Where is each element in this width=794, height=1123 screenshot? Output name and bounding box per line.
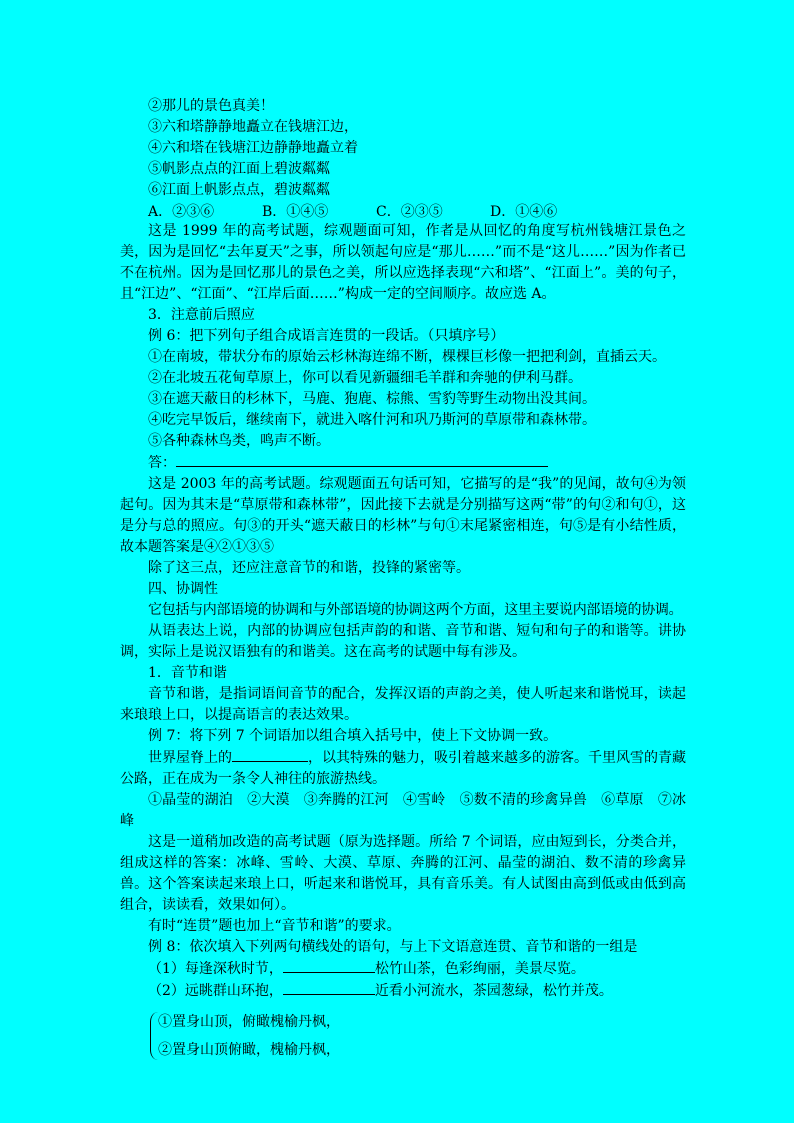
answer-blank[interactable] (176, 452, 548, 467)
option-line: ⑥江面上帆影点点，碧波粼粼 (148, 182, 330, 198)
question-line: （2）远眺群山环抱， 近看小河流水，茶园葱绿，松竹并茂。 (120, 980, 686, 1002)
document-page (120, 96, 686, 1064)
question-line: （1）每逢深秋时节， 松竹山茶，色彩绚丽，美景尽览。 (120, 958, 686, 980)
section-heading: 1．音节和谐 (148, 665, 227, 681)
option-line: ④六和塔在钱塘江边静静地矗立着 (148, 140, 358, 156)
choice-c: C．②③⑤ (376, 204, 443, 220)
word-list: ①晶莹的湖泊 ②大漠 ③奔腾的江河 ④雪岭 ⑤数不清的珍禽异兽 ⑥草原 ⑦冰峰 (120, 792, 686, 829)
section-heading: 四、协调性 (148, 581, 218, 597)
paragraph: 这是一道稍加改造的高考试题（原为选择题。所给 7 个词语，应由短到长，分类合并，组成这样的答案：冰峰、雪岭、大漠、草原、奔腾的江河、晶莹的湖泊、数不清的珍禽异兽。这个答案读起来琅上口，听起来和谐悦耳，具有音乐美。有人试图由高到低或由低到高组合，读读看，效果如何）。 (120, 834, 686, 913)
choice-b: B．①④⑤ (262, 204, 329, 220)
fill-blank[interactable] (283, 980, 375, 995)
section-heading: 3．注意前后照应 (148, 307, 255, 323)
option-line: ②那儿的景色真美！ (148, 98, 274, 114)
paragraph: 从语表达上说，内部的协调应包括声韵的和谐、音节和谐、短句和句子的和谐等。讲协调，实际上是说汉语独有的和谐美。这在高考的试题中每有涉及。 (120, 623, 686, 660)
option-line: ③六和塔静静地矗立在钱塘江边， (148, 119, 358, 135)
example-prompt: 例 8：依次填入下列两句横线处的语句，与上下文语意连贯、音节和谐的一组是 (148, 939, 638, 955)
fill-blank[interactable] (232, 747, 308, 762)
paragraph: 除了这三点，还应注意音节的和谐，投锋的紧密等。 (148, 560, 470, 576)
option-item: ①置身山顶，俯瞰槐榆丹枫， (158, 1014, 340, 1030)
option-line: ⑤帆影点点的江面上碧波粼粼 (148, 161, 330, 177)
example-prompt: 例 6：把下列句子组合成语言连贯的一段话。（只填序号） (148, 328, 505, 344)
option-group (120, 1008, 686, 1064)
paragraph: 音节和谐，是指词语间音节的配合，发挥汉语的声韵之美，使人听起来和谐悦耳，读起来琅琅上口，以提高语言的表达效果。 (120, 686, 686, 723)
paragraph: 这是 2003 年的高考试题。综观题面五句话可知，它描写的是“我”的见闻，故句④为领起句。因为其末是“草原带和森林带”，因此接下去就是分别描写这两“带”的句②和句①，这是分与总的照应。句③的开头“遮天蔽日的杉林”与句①末尾紧密相连，句⑤是有小结性质，故本题答案是④②①③⑤ (120, 476, 686, 555)
choice-a: A．②③⑥ (148, 204, 215, 220)
sentence: ④吃完早饭后，继续南下，就进入喀什河和巩乃斯河的草原带和森林带。 (148, 412, 596, 428)
sentence: ③在遮天蔽日的杉林下，马鹿、狍鹿、棕熊、雪豹等野生动物出没其间。 (148, 391, 596, 407)
example-prompt: 例 7：将下列 7 个词语加以组合填入括号中，使上下文协调一致。 (148, 728, 558, 744)
fill-in-sentence: 世界屋脊上的 ，以其特殊的魅力，吸引着越来越多的游客。千里风雪的青藏公路，正在成为一条令人神往的旅游热线。 (120, 747, 686, 790)
paragraph: 它包括与内部语境的协调和与外部语境的协调这两个方面，这里主要说内部语境的协调。 (148, 602, 683, 618)
sentence: ①在南坡，带状分布的原始云杉林海连绵不断，棵棵巨杉像一把把利剑，直插云天。 (148, 349, 666, 365)
paragraph: 有时“连贯”题也加上“音节和谐”的要求。 (148, 918, 401, 934)
option-item: ②置身山顶俯瞰，槐榆丹枫， (158, 1042, 340, 1058)
answer-choices (120, 201, 686, 221)
paragraph: 这是 1999 年的高考试题，综观题面可知，作者是从回忆的角度写杭州钱塘江景色之美，因为是回忆“去年夏天”之事，所以领起句应是“那儿……”而不是“这儿……”因为作者已不在杭州。因为是回忆那儿的景色之美，所以应选择表现“六和塔”、“江面上”。美的句子，且“江边”、“江面”、“江岸后面……”构成一定的空间顺序。故应选 A。 (120, 223, 686, 302)
fill-blank[interactable] (283, 958, 375, 973)
sentence: ②在北坡五花甸草原上，你可以看见新疆细毛羊群和奔驰的伊利马群。 (148, 370, 582, 386)
brace-symbol (150, 1012, 159, 1060)
sentence: ⑤各种森林鸟类，鸣声不断。 (148, 433, 330, 449)
choice-d: D．①④⑥ (490, 204, 558, 220)
answer-line: 答： (120, 452, 686, 474)
